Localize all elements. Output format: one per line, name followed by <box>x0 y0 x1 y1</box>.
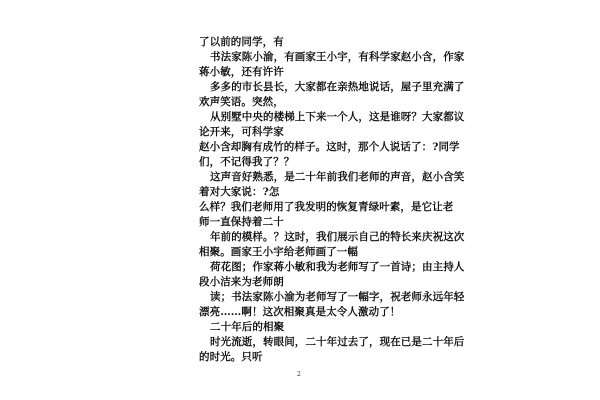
text-line: 了以前的同学，有 <box>199 36 284 48</box>
text-line: 年前的模样。？这时，我们展示自己的特长来庆祝这次 <box>210 231 465 243</box>
text-line: 相聚。画家王小宇给老师画了一幅 <box>199 246 358 258</box>
text-line: 欢声笑语。突然， <box>199 96 284 108</box>
text-line: 读；书法家陈小渝为老师写了一幅字，祝老师永远年轻 <box>210 291 465 303</box>
text-line: 这声音好熟悉，是二十年前我们老师的声音，赵小含笑 <box>210 171 465 183</box>
text-line: 书法家陈小渝，有画家王小宇，有科学家赵小含，作家 <box>210 51 465 63</box>
text-line: 从别墅中央的楼梯上下来一个人，这是谁呀？大家都议 <box>210 111 465 123</box>
section-heading: 二十年后的相聚 <box>210 321 285 333</box>
text-line: 漂亮……啊！这次相聚真是太令人激动了！ <box>199 306 401 318</box>
text-line: 论开来，可科学家 <box>199 126 284 138</box>
text-line: 荷花图；作家蒋小敏和我为老师写了一首诗；由主持人 <box>210 261 465 273</box>
text-line: 们，不记得我了？？ <box>199 156 295 168</box>
page-number: 2 <box>297 371 301 378</box>
text-line: 师一直保持着二十 <box>199 216 284 228</box>
text-line: 赵小含却胸有成竹的样子。这时，那个人说话了：?同学 <box>199 141 460 153</box>
text-line: 蒋小敏，还有许许 <box>199 66 284 78</box>
text-line: 的时光。只听 <box>199 351 263 363</box>
text-line: 着对大家说：?怎 <box>199 186 280 198</box>
text-line: 段小洁来为老师朗 <box>199 276 284 288</box>
text-line: 时光流逝，转眼间，二十年过去了，现在已是二十年后 <box>210 336 465 348</box>
text-line: 多多的市长县长，大家都在亲热地说话，屋子里充满了 <box>210 81 465 93</box>
text-line: 么样？我们老师用了我发明的恢复青绿叶素，是它让老 <box>199 201 454 213</box>
